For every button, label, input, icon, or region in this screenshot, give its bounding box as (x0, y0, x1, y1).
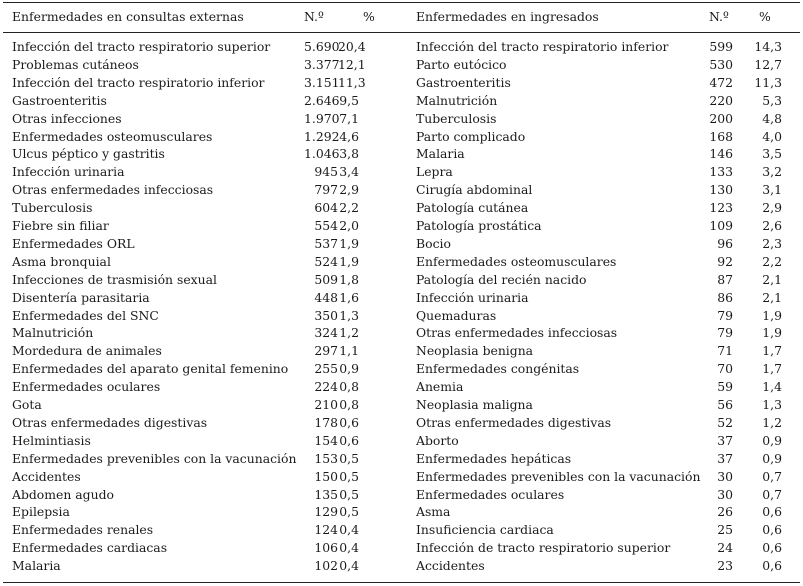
table-row (0, 486, 803, 504)
outpatient-n-cell: 537 (314, 235, 338, 251)
header-inpatient-n: N.º (709, 9, 729, 24)
outpatient-n-cell: 153 (314, 450, 338, 466)
table-row (0, 503, 803, 521)
inpatient-n-cell: 30 (717, 486, 733, 502)
inpatient-pct-cell: 3,2 (762, 164, 782, 180)
inpatient-disease-cell: Patología prostática (416, 218, 542, 233)
inpatient-pct-cell: 0,6 (762, 504, 782, 520)
inpatient-pct-cell: 4,8 (762, 110, 782, 126)
inpatient-disease-cell: Infección urinaria (416, 289, 529, 305)
table-row (0, 414, 803, 432)
table-row (0, 128, 803, 146)
table-row (0, 145, 803, 163)
table-row (0, 450, 803, 468)
inpatient-disease-cell: Neoplasia maligna (416, 397, 533, 412)
inpatient-disease-cell: Infección de tracto respiratorio superior (416, 540, 671, 556)
outpatient-pct-cell: 2,0 (339, 218, 359, 233)
inpatient-n-cell: 79 (717, 307, 733, 323)
inpatient-pct-cell: 1,9 (762, 307, 782, 323)
table-row (0, 342, 803, 360)
inpatient-pct-cell: 3,1 (762, 182, 782, 198)
outpatient-n-cell: 124 (314, 522, 338, 538)
outpatient-disease-cell: Ulcus péptico y gastritis (12, 146, 165, 162)
inpatient-n-cell: 96 (717, 235, 733, 251)
inpatient-disease-cell: Anemia (416, 379, 464, 395)
inpatient-disease-cell: Otras enfermedades digestivas (416, 414, 612, 430)
table-row (0, 110, 803, 128)
outpatient-pct-cell: 0,4 (339, 540, 359, 556)
inpatient-disease-cell: Bocio (416, 235, 451, 251)
inpatient-disease-cell: Gastroenteritis (416, 74, 511, 90)
inpatient-n-cell: 109 (709, 218, 733, 233)
outpatient-pct-cell: 0,4 (339, 558, 359, 574)
inpatient-pct-cell: 0,7 (762, 468, 782, 484)
outpatient-pct-cell: 1,9 (339, 235, 359, 251)
outpatient-disease-cell: Infección urinaria (12, 164, 125, 180)
inpatient-pct-cell: 0,6 (762, 558, 782, 574)
outpatient-disease-cell: Enfermedades del aparato genital femenino (12, 361, 289, 377)
outpatient-disease-cell: Accidentes (12, 468, 81, 484)
outpatient-n-cell: 797 (314, 182, 338, 198)
inpatient-disease-cell: Lepra (416, 164, 453, 180)
inpatient-disease-cell: Patología del recién nacido (416, 271, 587, 287)
inpatient-n-cell: 79 (717, 325, 733, 341)
table-header (0, 8, 803, 26)
table-row (0, 271, 803, 289)
inpatient-n-cell: 200 (709, 110, 733, 126)
header-inpatient-pct: % (759, 9, 771, 24)
outpatient-pct-cell: 1,9 (339, 253, 359, 269)
outpatient-n-cell: 554 (314, 218, 338, 233)
outpatient-n-cell: 5.690 (304, 39, 340, 54)
outpatient-disease-cell: Mordedura de animales (12, 343, 162, 359)
outpatient-pct-cell: 0,9 (339, 361, 359, 377)
inpatient-pct-cell: 12,7 (754, 56, 782, 72)
outpatient-pct-cell: 1,6 (339, 289, 359, 305)
outpatient-disease-cell: Otras enfermedades infecciosas (12, 182, 214, 198)
inpatient-disease-cell: Infección del tracto respiratorio inferior (416, 39, 669, 54)
inpatient-pct-cell: 2,1 (762, 289, 782, 305)
outpatient-n-cell: 2.646 (304, 92, 340, 108)
inpatient-disease-cell: Asma (416, 504, 451, 520)
inpatient-n-cell: 86 (717, 289, 733, 305)
table-row (0, 360, 803, 378)
inpatient-pct-cell: 0,7 (762, 486, 782, 502)
top-rule (3, 2, 800, 3)
inpatient-pct-cell: 5,3 (762, 92, 782, 108)
table-row (0, 56, 803, 74)
table-row (0, 92, 803, 110)
inpatient-pct-cell: 2,3 (762, 235, 782, 251)
outpatient-n-cell: 1.970 (304, 110, 340, 126)
table-row (0, 557, 803, 575)
outpatient-pct-cell: 0,4 (339, 522, 359, 538)
outpatient-disease-cell: Enfermedades renales (12, 522, 154, 538)
inpatient-pct-cell: 2,9 (762, 200, 782, 216)
inpatient-n-cell: 599 (709, 39, 733, 54)
outpatient-n-cell: 154 (314, 432, 338, 448)
outpatient-disease-cell: Otras infecciones (12, 110, 122, 126)
outpatient-n-cell: 106 (314, 540, 338, 556)
table-row (0, 217, 803, 235)
outpatient-disease-cell: Enfermedades osteomusculares (12, 128, 213, 144)
inpatient-pct-cell: 2,6 (762, 218, 782, 233)
inpatient-n-cell: 168 (709, 128, 733, 144)
inpatient-n-cell: 92 (717, 253, 733, 269)
outpatient-pct-cell: 0,5 (339, 468, 359, 484)
table-row (0, 396, 803, 414)
outpatient-n-cell: 3.151 (304, 74, 340, 90)
table-row (0, 378, 803, 396)
outpatient-disease-cell: Infección del tracto respiratorio inferior (12, 74, 265, 90)
inpatient-disease-cell: Parto complicado (416, 128, 526, 144)
inpatient-disease-cell: Accidentes (416, 558, 485, 574)
outpatient-n-cell: 3.377 (304, 56, 340, 72)
outpatient-pct-cell: 9,5 (339, 92, 359, 108)
outpatient-pct-cell: 1,8 (339, 271, 359, 287)
outpatient-n-cell: 255 (314, 361, 338, 377)
inpatient-pct-cell: 2,1 (762, 271, 782, 287)
outpatient-pct-cell: 7,1 (339, 110, 359, 126)
outpatient-n-cell: 178 (314, 414, 338, 430)
table-row (0, 38, 803, 56)
inpatient-pct-cell: 4,0 (762, 128, 782, 144)
outpatient-disease-cell: Enfermedades ORL (12, 235, 135, 251)
outpatient-disease-cell: Otras enfermedades digestivas (12, 414, 208, 430)
inpatient-pct-cell: 1,9 (762, 325, 782, 341)
outpatient-n-cell: 135 (314, 486, 338, 502)
table-row (0, 432, 803, 450)
outpatient-n-cell: 150 (314, 468, 338, 484)
inpatient-pct-cell: 0,9 (762, 432, 782, 448)
outpatient-n-cell: 509 (314, 271, 338, 287)
inpatient-n-cell: 130 (709, 182, 733, 198)
inpatient-disease-cell: Insuficiencia cardiaca (416, 522, 554, 538)
inpatient-disease-cell: Enfermedades osteomusculares (416, 253, 617, 269)
inpatient-pct-cell: 2,2 (762, 253, 782, 269)
header-rule (3, 32, 800, 33)
table-row (0, 324, 803, 342)
outpatient-pct-cell: 2,9 (339, 182, 359, 198)
outpatient-pct-cell: 0,6 (339, 432, 359, 448)
inpatient-pct-cell: 1,7 (762, 343, 782, 359)
inpatient-n-cell: 133 (709, 164, 733, 180)
outpatient-n-cell: 102 (314, 558, 338, 574)
table-row (0, 181, 803, 199)
table-row (0, 539, 803, 557)
header-outpatient-n: N.º (304, 9, 324, 24)
outpatient-n-cell: 297 (314, 343, 338, 359)
outpatient-pct-cell: 2,2 (339, 200, 359, 216)
inpatient-n-cell: 37 (717, 432, 733, 448)
outpatient-pct-cell: 1,3 (339, 307, 359, 323)
inpatient-disease-cell: Malnutrición (416, 92, 498, 108)
inpatient-n-cell: 530 (709, 56, 733, 72)
inpatient-n-cell: 59 (717, 379, 733, 395)
inpatient-n-cell: 52 (717, 414, 733, 430)
outpatient-disease-cell: Disentería parasitaria (12, 289, 150, 305)
outpatient-pct-cell: 0,5 (339, 450, 359, 466)
inpatient-pct-cell: 3,5 (762, 146, 782, 162)
inpatient-n-cell: 87 (717, 271, 733, 287)
outpatient-disease-cell: Gastroenteritis (12, 92, 107, 108)
outpatient-n-cell: 448 (314, 289, 338, 305)
inpatient-pct-cell: 14,3 (754, 39, 782, 54)
outpatient-n-cell: 1.046 (304, 146, 340, 162)
outpatient-disease-cell: Abdomen agudo (12, 486, 114, 502)
inpatient-pct-cell: 1,3 (762, 397, 782, 412)
inpatient-disease-cell: Malaria (416, 146, 465, 162)
inpatient-n-cell: 123 (709, 200, 733, 216)
outpatient-pct-cell: 0,8 (339, 397, 359, 412)
header-inpatient-disease: Enfermedades en ingresados (416, 9, 599, 24)
inpatient-disease-cell: Tuberculosis (416, 110, 497, 126)
inpatient-pct-cell: 0,6 (762, 540, 782, 556)
outpatient-disease-cell: Problemas cutáneos (12, 56, 139, 72)
outpatient-pct-cell: 0,8 (339, 379, 359, 395)
table-row (0, 253, 803, 271)
outpatient-pct-cell: 0,6 (339, 414, 359, 430)
inpatient-disease-cell: Patología cutánea (416, 200, 529, 216)
outpatient-n-cell: 129 (314, 504, 338, 520)
inpatient-n-cell: 24 (717, 540, 733, 556)
outpatient-pct-cell: 3,4 (339, 164, 359, 180)
outpatient-disease-cell: Helmintiasis (12, 432, 91, 448)
outpatient-disease-cell: Fiebre sin filiar (12, 218, 109, 233)
inpatient-n-cell: 220 (709, 92, 733, 108)
inpatient-n-cell: 71 (717, 343, 733, 359)
inpatient-disease-cell: Aborto (416, 432, 459, 448)
inpatient-pct-cell: 0,9 (762, 450, 782, 466)
outpatient-pct-cell: 0,5 (339, 486, 359, 502)
table-row (0, 468, 803, 486)
inpatient-disease-cell: Enfermedades hepáticas (416, 450, 572, 466)
table-row (0, 289, 803, 307)
inpatient-n-cell: 472 (709, 74, 733, 90)
outpatient-n-cell: 350 (314, 307, 338, 323)
inpatient-n-cell: 23 (717, 558, 733, 574)
outpatient-pct-cell: 1,1 (339, 343, 359, 359)
outpatient-n-cell: 1.292 (304, 128, 340, 144)
outpatient-n-cell: 224 (314, 379, 338, 395)
inpatient-disease-cell: Neoplasia benigna (416, 343, 534, 359)
table-row (0, 74, 803, 92)
table-row (0, 163, 803, 181)
outpatient-n-cell: 604 (314, 200, 338, 216)
outpatient-disease-cell: Enfermedades cardiacas (12, 540, 168, 556)
inpatient-pct-cell: 1,7 (762, 361, 782, 377)
table-row (0, 235, 803, 253)
inpatient-disease-cell: Otras enfermedades infecciosas (416, 325, 618, 341)
table-row (0, 521, 803, 539)
outpatient-disease-cell: Malaria (12, 558, 61, 574)
outpatient-disease-cell: Enfermedades del SNC (12, 307, 159, 323)
inpatient-disease-cell: Enfermedades prevenibles con la vacunación (416, 468, 701, 484)
inpatient-n-cell: 26 (717, 504, 733, 520)
inpatient-n-cell: 70 (717, 361, 733, 377)
outpatient-n-cell: 524 (314, 253, 338, 269)
inpatient-pct-cell: 11,3 (754, 74, 782, 90)
inpatient-n-cell: 56 (717, 397, 733, 412)
outpatient-disease-cell: Enfermedades prevenibles con la vacunación (12, 450, 297, 466)
outpatient-disease-cell: Epilepsia (12, 504, 70, 520)
inpatient-pct-cell: 0,6 (762, 522, 782, 538)
outpatient-n-cell: 324 (314, 325, 338, 341)
outpatient-disease-cell: Asma bronquial (12, 253, 111, 269)
inpatient-disease-cell: Enfermedades oculares (416, 486, 565, 502)
header-outpatient-pct: % (363, 9, 375, 24)
table-row (0, 199, 803, 217)
inpatient-disease-cell: Cirugía abdominal (416, 182, 533, 198)
outpatient-disease-cell: Infecciones de trasmisión sexual (12, 271, 217, 287)
inpatient-n-cell: 37 (717, 450, 733, 466)
outpatient-disease-cell: Malnutrición (12, 325, 94, 341)
inpatient-disease-cell: Quemaduras (416, 307, 497, 323)
outpatient-pct-cell: 12,1 (338, 56, 366, 72)
outpatient-disease-cell: Gota (12, 397, 42, 412)
inpatient-pct-cell: 1,2 (762, 414, 782, 430)
bottom-rule (3, 582, 800, 583)
outpatient-pct-cell: 20,4 (338, 39, 366, 54)
outpatient-disease-cell: Infección del tracto respiratorio superior (12, 39, 271, 54)
inpatient-disease-cell: Enfermedades congénitas (416, 361, 580, 377)
inpatient-n-cell: 25 (717, 522, 733, 538)
inpatient-n-cell: 146 (709, 146, 733, 162)
outpatient-pct-cell: 4,6 (339, 128, 359, 144)
inpatient-pct-cell: 1,4 (762, 379, 782, 395)
inpatient-disease-cell: Parto eutócico (416, 56, 507, 72)
outpatient-disease-cell: Tuberculosis (12, 200, 93, 216)
outpatient-pct-cell: 11,3 (338, 74, 366, 90)
outpatient-pct-cell: 1,2 (339, 325, 359, 341)
outpatient-n-cell: 945 (314, 164, 338, 180)
inpatient-n-cell: 30 (717, 468, 733, 484)
table-row (0, 307, 803, 325)
outpatient-n-cell: 210 (314, 397, 338, 412)
header-outpatient-disease: Enfermedades en consultas externas (12, 9, 244, 24)
outpatient-pct-cell: 0,5 (339, 504, 359, 520)
outpatient-disease-cell: Enfermedades oculares (12, 379, 161, 395)
outpatient-pct-cell: 3,8 (339, 146, 359, 162)
